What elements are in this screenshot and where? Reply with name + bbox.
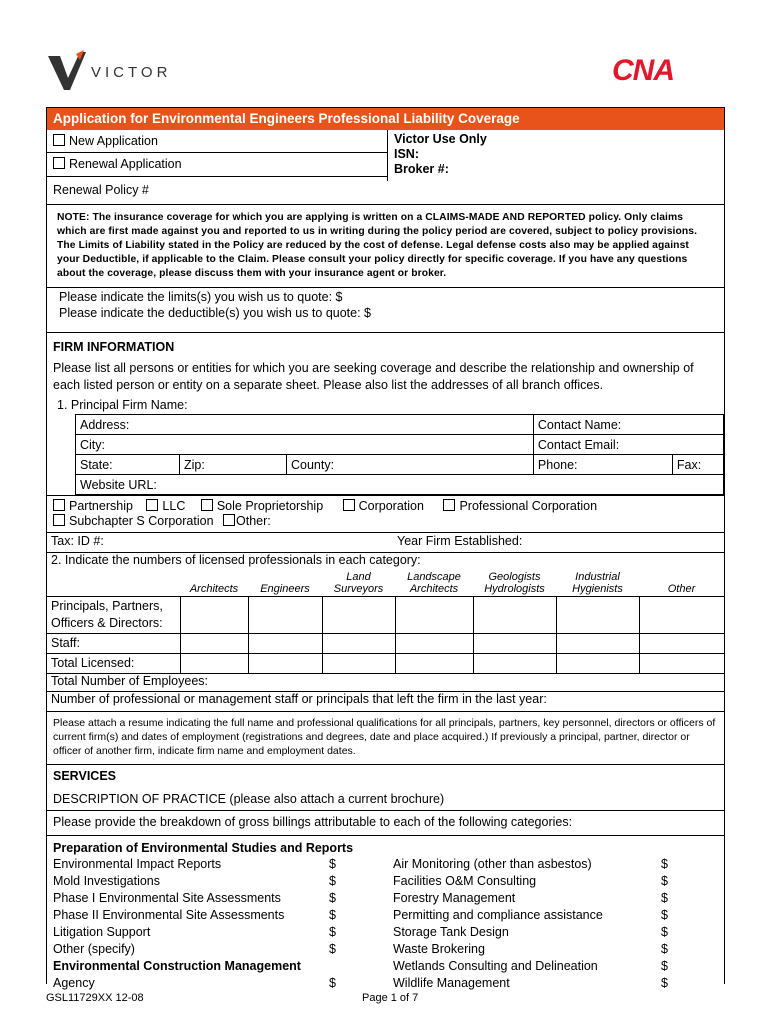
right-dollar[interactable]: $	[661, 873, 668, 888]
col-geologists: Geologists Hydrologists	[473, 568, 556, 596]
col-landscape-architects: Landscape Architects	[395, 568, 473, 596]
left-item: Phase I Environmental Site Assessments	[53, 890, 281, 905]
sole-proprietorship-label: Sole Proprietorship	[216, 499, 324, 513]
professional-corporation-checkbox[interactable]	[443, 499, 455, 511]
total-employees-field[interactable]: Total Number of Employees:	[47, 674, 724, 692]
left-item: Mold Investigations	[53, 873, 161, 888]
right-dollar[interactable]: $	[661, 856, 668, 871]
claims-made-note: NOTE: The insurance coverage for which you are applying is written on a CLAIMS-MADE AND REPORTED policy. Only claims which are first made against you and reported to us in writing during the policy period are covered, subject to policy provisions. The Limits of Liability stated in the Policy are reduced by the cost of defense. Legal defense costs also may be applied against your Deductible, if applicable to the Claim. Please consult your policy directly for specific coverage. If you have any questions about the coverage, please discuss them with your insurance agent or broker.	[47, 205, 724, 288]
right-item: Air Monitoring (other than asbestos)	[393, 856, 592, 871]
right-dollar[interactable]: $	[661, 890, 668, 905]
left-dollar[interactable]: $	[329, 941, 336, 956]
victor-use-only: Victor Use Only	[394, 132, 487, 146]
victor-logo-text: VICTOR	[91, 64, 172, 81]
broker-field: Broker #:	[394, 162, 449, 176]
county-field[interactable]: County:	[287, 455, 534, 475]
billings-breakdown	[47, 836, 724, 990]
corporation-checkbox[interactable]	[343, 499, 355, 511]
subchapter-s-label: Subchapter S Corporation	[69, 514, 214, 528]
corporation-label: Corporation	[358, 499, 424, 513]
limits-field[interactable]: Please indicate the limits(s) you wish us to quote: $	[59, 290, 343, 304]
entity-type-section	[47, 495, 724, 533]
contact-email-field[interactable]: Contact Email:	[533, 435, 723, 455]
form-code: GSL11729XX 12-08	[46, 992, 144, 1004]
right-dollar[interactable]: $	[661, 907, 668, 922]
right-item: Permitting and compliance assistance	[393, 907, 603, 922]
sole-proprietorship-checkbox[interactable]	[201, 499, 213, 511]
left-dollar[interactable]: $	[329, 890, 336, 905]
form-title: Application for Environmental Engineers Professional Liability Coverage	[47, 108, 724, 130]
tax-id-field[interactable]: Tax: ID #:	[51, 534, 104, 548]
new-application-label: New Application	[69, 134, 158, 148]
page-number: Page 1 of 7	[362, 992, 419, 1004]
other-entity-label[interactable]: Other:	[236, 514, 271, 528]
cna-logo: CNA	[612, 54, 674, 87]
left-dollar[interactable]: $	[329, 856, 336, 871]
left-item: Litigation Support	[53, 924, 151, 939]
col-other: Other	[639, 568, 724, 596]
partnership-checkbox[interactable]	[53, 499, 65, 511]
isn-field: ISN:	[394, 147, 419, 161]
left-dollar[interactable]: $	[329, 873, 336, 888]
row-principals: Principals, Partners, Officers & Directors:	[47, 596, 180, 633]
firm-info-text: Please list all persons or entities for which you are seeking coverage and describe the relationship and ownership of each listed person or entity on a separate sheet. Please also list the addresses of all branch offices.	[53, 361, 694, 392]
licensed-heading: 2. Indicate the numbers of licensed professionals in each category:	[51, 553, 421, 567]
professional-corporation-label: Professional Corporation	[459, 499, 598, 513]
col-architects: Architects	[180, 568, 248, 596]
agency-dollar[interactable]: $	[329, 975, 336, 990]
left-dollar[interactable]: $	[329, 924, 336, 939]
renewal-application-label: Renewal Application	[69, 157, 182, 171]
right-item: Waste Brokering	[393, 941, 485, 956]
right-dollar[interactable]: $	[661, 924, 668, 939]
state-field[interactable]: State:	[76, 455, 180, 475]
llc-label: LLC	[162, 499, 186, 513]
contact-name-field[interactable]: Contact Name:	[533, 415, 723, 435]
right-item: Wildlife Management	[393, 975, 510, 990]
col-industrial-hygienists: Industrial Hygienists	[556, 568, 639, 596]
construction-heading: Environmental Construction Management	[53, 958, 301, 973]
resume-instructions: Please attach a resume indicating the full name and professional qualifications for all principals, partners, key personnel, directors or officers of current firm(s) and dates of employment (registrations and degrees, date and place acquired.) If previously a principal, partner, director or officer of another firm, indicate firm name and employment dates.	[47, 712, 724, 765]
partnership-label: Partnership	[69, 499, 133, 513]
left-item: Phase II Environmental Site Assessments	[53, 907, 285, 922]
deductible-field[interactable]: Please indicate the deductible(s) you wish us to quote: $	[59, 306, 371, 320]
subchapter-s-checkbox[interactable]	[53, 514, 65, 526]
fax-field[interactable]: Fax:	[672, 455, 723, 475]
right-item: Wetlands Consulting and Delineation	[393, 958, 598, 973]
firm-info-heading: FIRM INFORMATION	[53, 340, 175, 354]
renewal-policy-field[interactable]: Renewal Policy #	[53, 183, 149, 197]
zip-field[interactable]: Zip:	[180, 455, 287, 475]
left-item: Environmental Impact Reports	[53, 856, 222, 871]
right-item: Facilities O&M Consulting	[393, 873, 537, 888]
other-entity-checkbox[interactable]	[223, 514, 235, 526]
victor-v-icon	[46, 48, 90, 92]
billings-instructions: Please provide the breakdown of gross billings attributable to each of the following categories:	[47, 811, 724, 836]
principal-firm-field[interactable]: 1. Principal Firm Name:	[57, 398, 188, 412]
description-of-practice-field[interactable]: DESCRIPTION OF PRACTICE (please also attach a current brochure)	[47, 784, 724, 811]
website-field[interactable]: Website URL:	[76, 475, 724, 495]
llc-checkbox[interactable]	[146, 499, 158, 511]
row-staff: Staff:	[47, 633, 180, 653]
right-item: Storage Tank Design	[393, 924, 509, 939]
left-dollar[interactable]: $	[329, 907, 336, 922]
phone-field[interactable]: Phone:	[533, 455, 672, 475]
address-field[interactable]: Address:	[76, 415, 534, 435]
city-field[interactable]: City:	[76, 435, 534, 455]
application-form	[46, 107, 725, 990]
renewal-application-checkbox[interactable]	[53, 157, 65, 169]
new-application-checkbox[interactable]	[53, 134, 65, 146]
left-firm-field[interactable]: Number of professional or management staff or principals that left the firm in the last year:	[47, 692, 724, 712]
row-total-licensed: Total Licensed:	[47, 653, 180, 673]
application-type-section	[47, 130, 724, 205]
left-item: Other (specify)	[53, 941, 135, 956]
right-item: Forestry Management	[393, 890, 516, 905]
prep-heading: Preparation of Environmental Studies and Reports	[53, 840, 354, 855]
victor-logo	[46, 48, 176, 92]
firm-address-table	[75, 414, 724, 495]
right-dollar[interactable]: $	[661, 958, 668, 973]
col-engineers: Engineers	[248, 568, 322, 596]
licensed-professionals-table	[47, 568, 724, 674]
right-dollar[interactable]: $	[661, 975, 668, 990]
year-established-field[interactable]: Year Firm Established:	[397, 534, 523, 548]
col-land-surveyors: Land Surveyors	[322, 568, 395, 596]
right-dollar[interactable]: $	[661, 941, 668, 956]
agency-item: Agency	[53, 975, 95, 990]
services-heading: SERVICES	[53, 768, 116, 783]
